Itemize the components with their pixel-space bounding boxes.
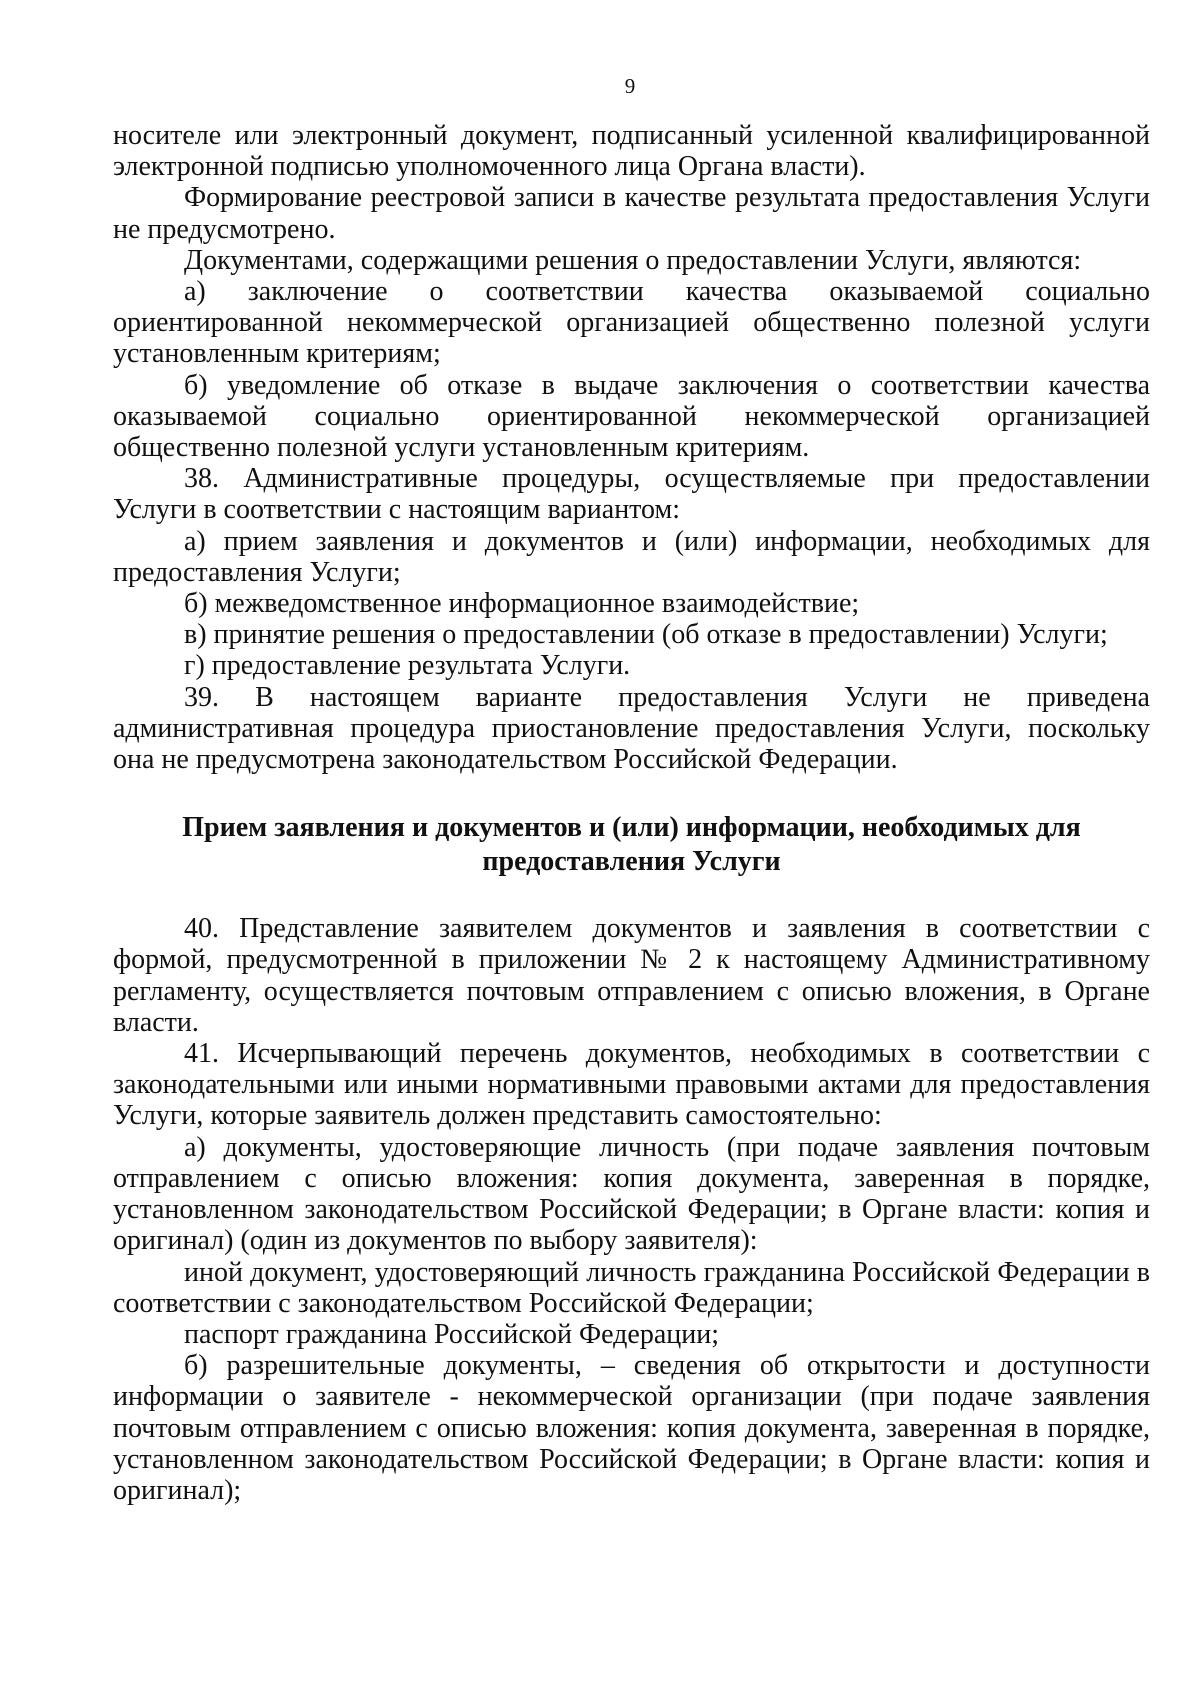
section-heading-line-1: Прием заявления и документов и (или) информации, необходимых для	[182, 812, 1081, 844]
list-item-38-g: г) предоставление результата Услуги.	[184, 650, 631, 682]
list-item-41-a: а) документы, удостоверяющие личность (при подаче заявления почтовым отправлением с описью вложения: копия документа, заверенная в порядке, установленном законодательством Российской Федерации; в Органе власти: копия и оригинал) (один из документов по выбору заявителя):	[113, 1131, 1150, 1257]
paragraph-continuation: носителе или электронный документ, подписанный усиленной квалифицированной электронной подписью уполномоченного лица Органа власти).	[113, 120, 1150, 183]
page-number: 9	[624, 74, 636, 98]
section-heading	[113, 811, 1150, 879]
paragraph-decision-documents: Документами, содержащими решения о предоставлении Услуги, являются:	[184, 244, 1082, 276]
list-item-b-refusal-notice: б) уведомление об отказе в выдаче заключения о соответствии качества оказываемой социально ориентированной некоммерческой организацией общественно полезной услуги установленным критериям.	[113, 369, 1150, 464]
list-item-41-b: б) разрешительные документы, – сведения об открытости и доступности информации о заявителе - некоммерческой организации (при подаче заявления почтовым отправлением с описью вложения: копия документа, заверенная в порядке, установленном законодательством Российской Федерации; в Органе власти: копия и оригинал);	[113, 1350, 1150, 1506]
list-item-38-v: в) принятие решения о предоставлении (об отказе в предоставлении) Услуги;	[184, 619, 1108, 651]
paragraph-38: 38. Административные процедуры, осуществляемые при предоставлении Услуги в соответствии с настоящим вариантом:	[113, 463, 1150, 526]
list-item-38-b: б) межведомственное информационное взаимодействие;	[184, 588, 860, 620]
section-heading-line-2: предоставления Услуги	[482, 846, 781, 878]
paragraph-41: 41. Исчерпывающий перечень документов, необходимых в соответствии с законодательными или иными нормативными правовыми актами для предоставления Услуги, которые заявитель должен представить самостоятельно:	[113, 1038, 1150, 1132]
paragraph-39: 39. В настоящем варианте предоставления Услуги не приведена административная процедура приостановление предоставления Услуги, поскольку она не предусмотрена законодательством Российской Федерации.	[113, 681, 1150, 776]
list-item-a-conclusion: а) заключение о соответствии качества оказываемой социально ориентированной некоммерческой организацией общественно полезной услуги установленным критериям;	[113, 276, 1150, 370]
paragraph-registry-entry: Формирование реестровой записи в качестве результата предоставления Услуги не предусмотрено.	[113, 182, 1150, 245]
document-body	[113, 120, 1150, 1506]
list-item-other-id-document: иной документ, удостоверяющий личность гражданина Российской Федерации в соответствии с законодательством Российской Федерации;	[113, 1256, 1150, 1319]
paragraph-40: 40. Представление заявителем документов и заявления в соответствии с формой, предусмотренной в приложении № 2 к настоящему Административному регламенту, осуществляется почтовым отправлением с описью вложения, в Органе власти.	[113, 913, 1150, 1038]
list-item-38-a: а) прием заявления и документов и (или) информации, необходимых для предоставления Услуги;	[113, 525, 1150, 588]
list-item-passport: паспорт гражданина Российской Федерации;	[184, 1318, 720, 1350]
